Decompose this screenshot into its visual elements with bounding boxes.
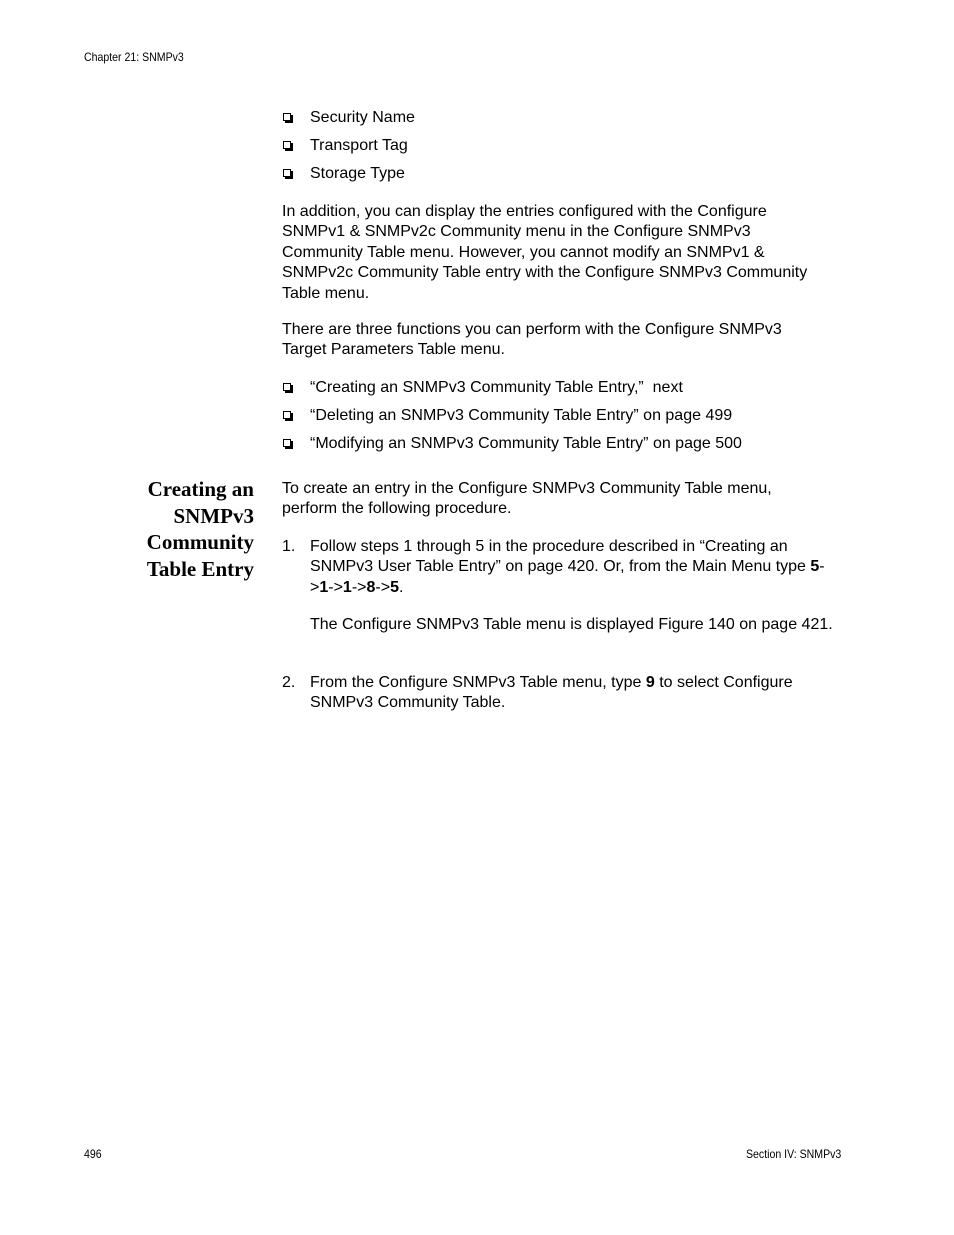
list-item-text: Transport Tag bbox=[310, 137, 408, 154]
checkbox-bullet-icon bbox=[283, 411, 291, 419]
heading-line: SNMPv3 bbox=[173, 503, 254, 528]
section-heading bbox=[147, 476, 254, 582]
list-item bbox=[282, 108, 415, 136]
page-number: 496 bbox=[84, 1147, 102, 1161]
list-item-text: Storage Type bbox=[310, 165, 405, 182]
cross-reference-link[interactable]: “Deleting an SNMPv3 Community Table Entry” on page 499 bbox=[310, 407, 733, 424]
heading-line: Community bbox=[146, 530, 254, 554]
step-1-note: The Configure SNMPv3 Table menu is displayed Figure 140 on page 421. bbox=[310, 616, 833, 633]
fields-list bbox=[282, 108, 415, 192]
cross-reference-link[interactable]: “Creating an SNMPv3 Community Table Entry,” next bbox=[310, 379, 683, 396]
step-number: 2. bbox=[282, 674, 296, 691]
step-body bbox=[310, 673, 842, 714]
checkbox-bullet-icon bbox=[283, 141, 291, 149]
checkbox-bullet-icon bbox=[283, 113, 291, 121]
list-item bbox=[282, 434, 742, 462]
key-separator: -> bbox=[375, 578, 391, 596]
key-separator: -> bbox=[310, 558, 825, 596]
heading-line: Creating an bbox=[147, 477, 254, 501]
section-intro: To create an entry in the Configure SNMPv3 Community Table menu, perform the following procedure. bbox=[282, 480, 772, 518]
menu-key: 1 bbox=[319, 578, 329, 596]
cross-reference-link[interactable]: “Modifying an SNMPv3 Community Table Entry” on page 500 bbox=[310, 435, 742, 452]
procedure-step-1 bbox=[282, 537, 842, 598]
step-text: From the Configure SNMPv3 Table menu, type bbox=[310, 674, 646, 691]
step-end-punctuation: . bbox=[398, 578, 404, 596]
functions-list bbox=[282, 378, 742, 462]
paragraph-functions: There are three functions you can perform with the Configure SNMPv3 Target Parameters Table menu. bbox=[282, 321, 782, 359]
step-text: to select Configure SNMPv3 Community Table. bbox=[310, 674, 793, 712]
menu-key: 8 bbox=[366, 578, 376, 596]
menu-key: 5 bbox=[390, 578, 399, 596]
step-body bbox=[310, 537, 842, 598]
checkbox-bullet-icon bbox=[283, 383, 291, 391]
step-number: 1. bbox=[282, 538, 296, 555]
list-item-text: Security Name bbox=[310, 109, 415, 126]
heading-line: Table Entry bbox=[146, 556, 254, 581]
running-header: Chapter 21: SNMPv3 bbox=[84, 50, 184, 64]
list-item bbox=[282, 378, 742, 406]
list-item bbox=[282, 406, 742, 434]
checkbox-bullet-icon bbox=[283, 169, 291, 177]
paragraph-display-entries: In addition, you can display the entries configured with the Configure SNMPv1 & SNMPv2c Community menu in the Configure SNMPv3 Community Table menu. However, you cannot modify an SNMPv1 & SNMPv2c Community Table entry with the Configure SNMPv3 Community Table menu. bbox=[282, 203, 808, 302]
step-text: Follow steps 1 through 5 in the procedure described in “Creating an SNMPv3 User Table Entry” on page 420. Or, from the Main Menu type bbox=[310, 538, 811, 576]
menu-key: 5 bbox=[810, 558, 820, 576]
running-footer-section: Section IV: SNMPv3 bbox=[745, 1147, 841, 1161]
procedure-step-2 bbox=[282, 673, 842, 714]
menu-key: 1 bbox=[342, 578, 352, 596]
list-item bbox=[282, 136, 415, 164]
checkbox-bullet-icon bbox=[283, 439, 291, 447]
key-separator: -> bbox=[328, 578, 343, 596]
key-separator: -> bbox=[351, 578, 367, 596]
list-item bbox=[282, 164, 415, 192]
menu-key: 9 bbox=[645, 674, 655, 691]
